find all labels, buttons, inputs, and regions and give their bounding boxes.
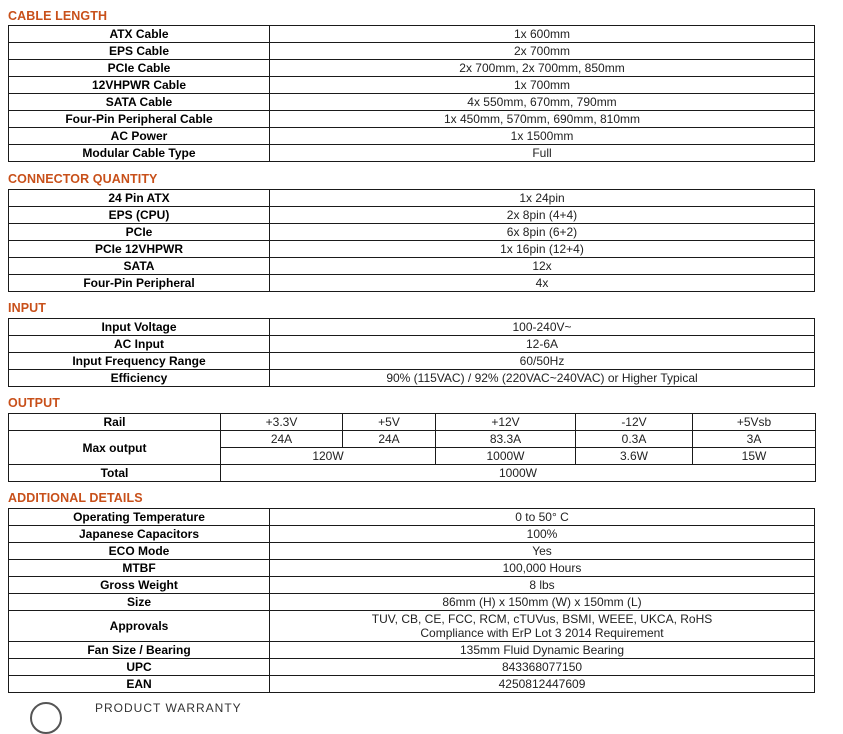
- row-label: Four-Pin Peripheral: [9, 275, 270, 292]
- table-row: [9, 611, 815, 642]
- table-row: [9, 560, 815, 577]
- table-row: [9, 128, 815, 145]
- table-row: [9, 659, 815, 676]
- section-title-additional-details: ADDITIONAL DETAILS: [8, 491, 143, 505]
- approvals-label: Approvals: [9, 611, 270, 642]
- row-label: Operating Temperature: [9, 509, 270, 526]
- row-label: PCIe Cable: [9, 60, 270, 77]
- row-value: Full: [270, 145, 815, 162]
- row-label: Size: [9, 594, 270, 611]
- row-label: Four-Pin Peripheral Cable: [9, 111, 270, 128]
- row-label: Japanese Capacitors: [9, 526, 270, 543]
- table-row: [9, 577, 815, 594]
- row-label: EPS (CPU): [9, 207, 270, 224]
- row-label: AC Input: [9, 336, 270, 353]
- watts-12v: 1000W: [436, 448, 576, 465]
- row-label: 24 Pin ATX: [9, 190, 270, 207]
- section-title-output: OUTPUT: [8, 396, 60, 410]
- row-label: AC Power: [9, 128, 270, 145]
- approvals-line-1: TUV, CB, CE, FCC, RCM, cTUVus, BSMI, WEEE, UKCA, RoHS: [371, 612, 713, 626]
- row-value: 1x 16pin (12+4): [270, 241, 815, 258]
- row-value: 60/50Hz: [270, 353, 815, 370]
- total-value: 1000W: [221, 465, 816, 482]
- table-row: [9, 111, 815, 128]
- watts-neg12v: 3.6W: [576, 448, 693, 465]
- amps-5vsb: 3A: [693, 431, 816, 448]
- row-value: 1x 450mm, 570mm, 690mm, 810mm: [270, 111, 815, 128]
- input-table: [8, 318, 815, 387]
- row-label: PCIe 12VHPWR: [9, 241, 270, 258]
- section-title-input: INPUT: [8, 301, 46, 315]
- row-label: Modular Cable Type: [9, 145, 270, 162]
- warranty-badge-icon: [30, 702, 62, 734]
- row-value: 8 lbs: [270, 577, 815, 594]
- table-row: [9, 526, 815, 543]
- row-label: Input Voltage: [9, 319, 270, 336]
- rail-5vsb: +5Vsb: [693, 414, 816, 431]
- row-value: Yes: [270, 543, 815, 560]
- row-label: EPS Cable: [9, 43, 270, 60]
- row-value: 4x 550mm, 670mm, 790mm: [270, 94, 815, 111]
- table-row: [9, 370, 815, 387]
- row-label: PCIe: [9, 224, 270, 241]
- section-title-cable-length: CABLE LENGTH: [8, 9, 108, 23]
- row-value: 4x: [270, 275, 815, 292]
- rail-label: Rail: [9, 414, 221, 431]
- row-value: 1x 700mm: [270, 77, 815, 94]
- output-table: [8, 413, 816, 482]
- table-row: [9, 465, 816, 482]
- table-row: [9, 275, 815, 292]
- table-row: [9, 258, 815, 275]
- table-row: [9, 145, 815, 162]
- row-value: 12-6A: [270, 336, 815, 353]
- row-value: 86mm (H) x 150mm (W) x 150mm (L): [270, 594, 815, 611]
- row-value: 2x 700mm: [270, 43, 815, 60]
- rail-12v: +12V: [436, 414, 576, 431]
- row-value: 6x 8pin (6+2): [270, 224, 815, 241]
- max-output-label: Max output: [9, 431, 221, 465]
- table-row: [9, 224, 815, 241]
- table-row: [9, 594, 815, 611]
- total-label: Total: [9, 465, 221, 482]
- table-row: [9, 94, 815, 111]
- row-label: EAN: [9, 676, 270, 693]
- footer-warranty-heading: PRODUCT WARRANTY: [95, 701, 242, 715]
- table-row: [9, 190, 815, 207]
- approvals-line-2: Compliance with ErP Lot 3 2014 Requirement: [420, 626, 664, 640]
- row-value: 1x 24pin: [270, 190, 815, 207]
- row-value: 100%: [270, 526, 815, 543]
- row-label: ATX Cable: [9, 26, 270, 43]
- row-value: 1x 1500mm: [270, 128, 815, 145]
- row-value: 12x: [270, 258, 815, 275]
- amps-5v: 24A: [343, 431, 436, 448]
- table-row: [9, 60, 815, 77]
- table-row: [9, 509, 815, 526]
- row-value: 843368077150: [270, 659, 815, 676]
- row-label: SATA Cable: [9, 94, 270, 111]
- rail-3v3: +3.3V: [221, 414, 343, 431]
- table-row: [9, 336, 815, 353]
- table-row: [9, 241, 815, 258]
- connector-quantity-table: [8, 189, 815, 292]
- row-value: 100-240V~: [270, 319, 815, 336]
- row-label: MTBF: [9, 560, 270, 577]
- row-value: 2x 8pin (4+4): [270, 207, 815, 224]
- amps-neg12v: 0.3A: [576, 431, 693, 448]
- table-row: [9, 414, 816, 431]
- table-row: [9, 26, 815, 43]
- table-row: [9, 207, 815, 224]
- rail-5v: +5V: [343, 414, 436, 431]
- table-row: [9, 77, 815, 94]
- table-row: [9, 353, 815, 370]
- amps-3v3: 24A: [221, 431, 343, 448]
- table-row: [9, 319, 815, 336]
- cable-length-table: [8, 25, 815, 162]
- table-row: [9, 431, 816, 448]
- row-value: 135mm Fluid Dynamic Bearing: [270, 642, 815, 659]
- row-label: Input Frequency Range: [9, 353, 270, 370]
- watts-5vsb: 15W: [693, 448, 816, 465]
- table-row: [9, 43, 815, 60]
- table-row: [9, 543, 815, 560]
- additional-details-table: [8, 508, 815, 693]
- row-label: 12VHPWR Cable: [9, 77, 270, 94]
- watts-3v3-5v: 120W: [221, 448, 436, 465]
- row-value: 0 to 50° C: [270, 509, 815, 526]
- amps-12v: 83.3A: [436, 431, 576, 448]
- row-label: Gross Weight: [9, 577, 270, 594]
- row-value: 2x 700mm, 2x 700mm, 850mm: [270, 60, 815, 77]
- rail-neg12v: -12V: [576, 414, 693, 431]
- row-value: 90% (115VAC) / 92% (220VAC~240VAC) or Higher Typical: [270, 370, 815, 387]
- table-row: [9, 642, 815, 659]
- row-label: SATA: [9, 258, 270, 275]
- row-label: UPC: [9, 659, 270, 676]
- section-title-connector-quantity: CONNECTOR QUANTITY: [8, 172, 158, 186]
- row-value: 100,000 Hours: [270, 560, 815, 577]
- row-label: Fan Size / Bearing: [9, 642, 270, 659]
- row-value: 4250812447609: [270, 676, 815, 693]
- row-label: Efficiency: [9, 370, 270, 387]
- approvals-value: [270, 611, 815, 642]
- row-value: 1x 600mm: [270, 26, 815, 43]
- row-label: ECO Mode: [9, 543, 270, 560]
- table-row: [9, 676, 815, 693]
